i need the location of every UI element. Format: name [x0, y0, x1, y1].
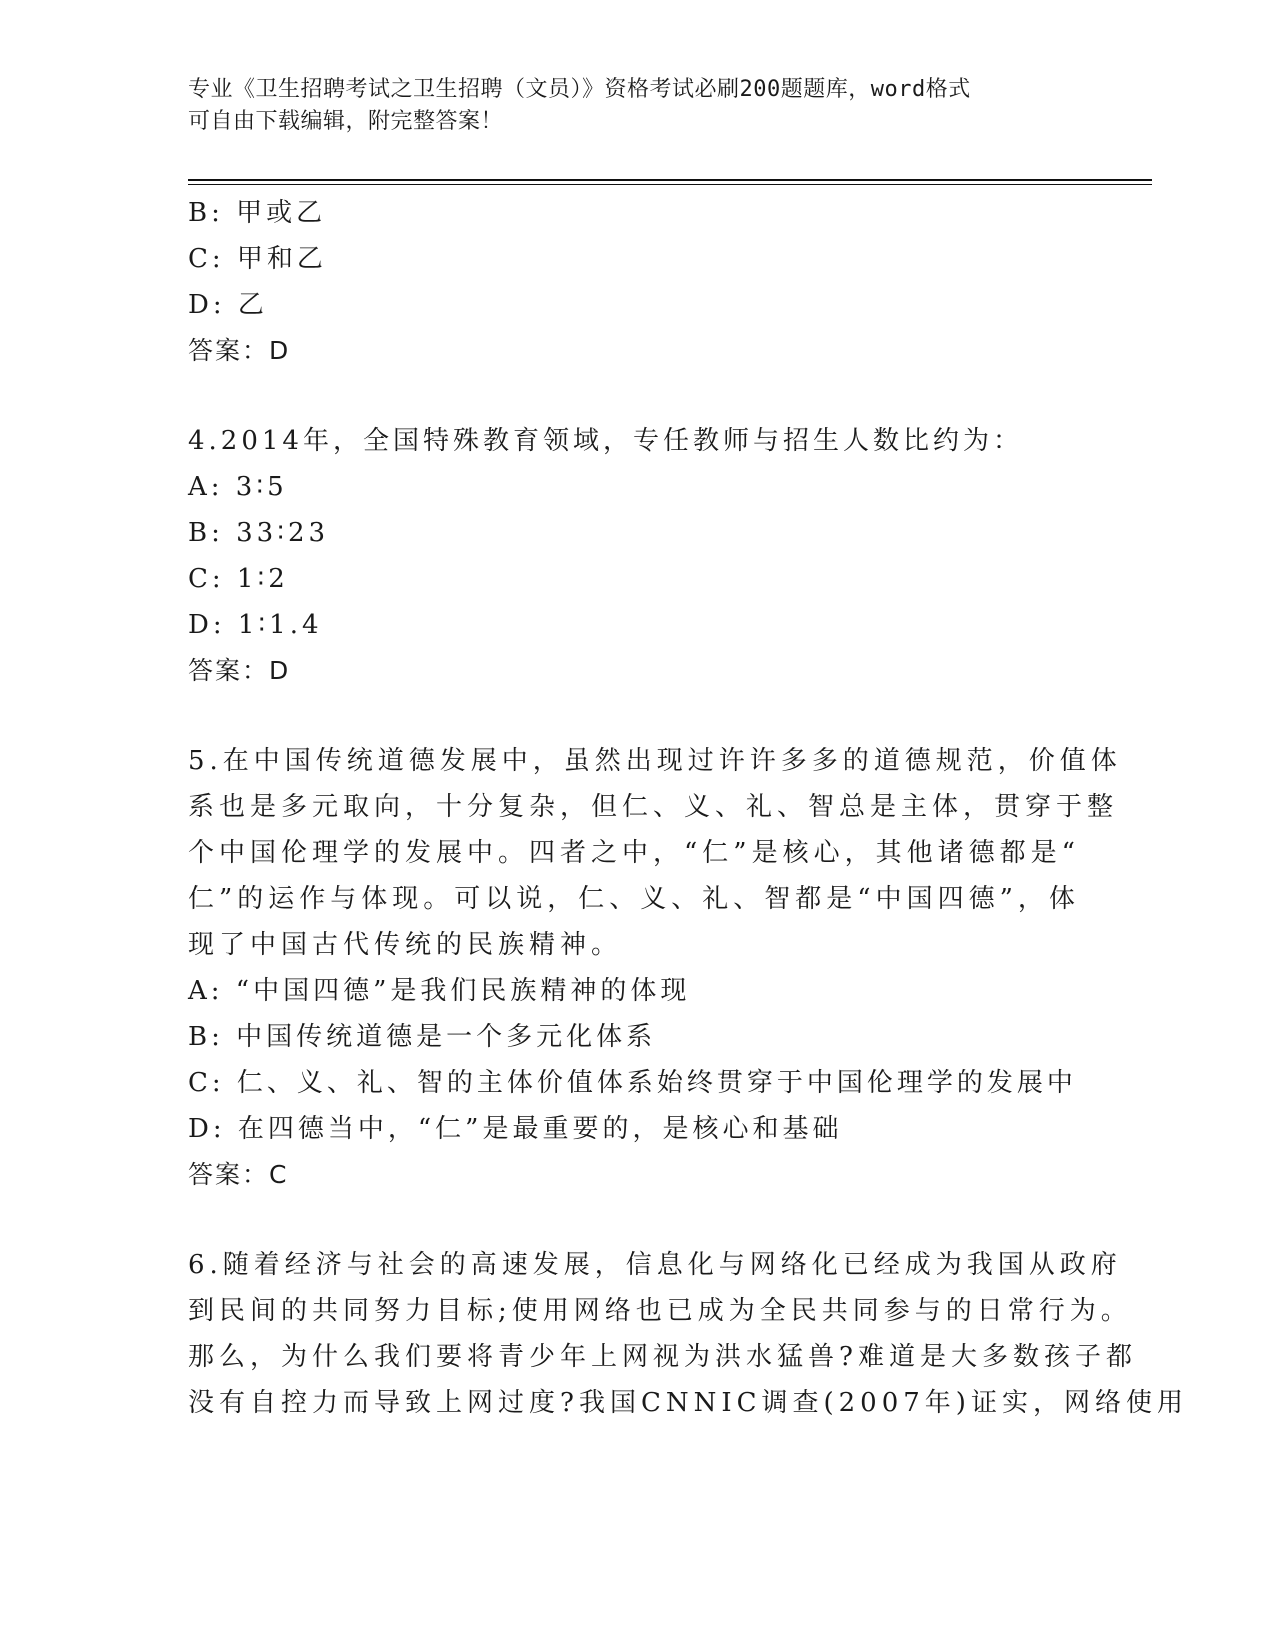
question-text-line: 个中国伦理学的发展中。四者之中，“仁”是核心，其他诸德都是“ [188, 838, 1080, 868]
question-text-line: 仁”的运作与体现。可以说，仁、义、礼、智都是“中国四德”，体 [188, 884, 1080, 914]
header-rule-thick [188, 179, 1152, 181]
option-c: C: 甲和乙 [188, 244, 327, 274]
question-5 [188, 738, 1122, 1198]
question-text-line: 5.在中国传统道德发展中，虽然出现过许许多多的道德规范，价值体 [188, 746, 1122, 776]
page-header [188, 74, 1088, 138]
question-text-line: 现了中国古代传统的民族精神。 [188, 930, 623, 960]
question-3-continued [188, 190, 1088, 374]
option-b: B: 33∶23 [188, 518, 330, 548]
option-c: C: 仁、义、礼、智的主体价值体系始终贯穿于中国伦理学的发展中 [188, 1068, 1077, 1098]
question-text-line: 到民间的共同努力目标;使用网络也已成为全民共同参与的日常行为。 [188, 1296, 1132, 1326]
answer: 答案：D [188, 336, 291, 365]
question-text-line: 6.随着经济与社会的高速发展，信息化与网络化已经成为我国从政府 [188, 1250, 1122, 1280]
option-a: A: 3∶5 [188, 472, 288, 502]
header-line-2: 可自由下载编辑，附完整答案！ [188, 109, 504, 134]
question-4 [188, 418, 1088, 694]
question-text: 4.2014年，全国特殊教育领域，专任教师与招生人数比约为： [188, 426, 1023, 456]
question-6 [188, 1242, 1188, 1426]
document-body [188, 190, 1188, 1426]
answer: 答案：D [188, 656, 291, 685]
question-text-line: 系也是多元取向，十分复杂，但仁、义、礼、智总是主体，贯穿于整 [188, 792, 1119, 822]
option-c: C: 1∶2 [188, 564, 289, 594]
question-text-line: 没有自控力而导致上网过度?我国CNNIC调查(2007年)证实，网络使用 [188, 1388, 1188, 1418]
answer: 答案：C [188, 1160, 289, 1189]
header-line-1: 专业《卫生招聘考试之卫生招聘（文员）》资格考试必刷200题题库，word格式 [188, 77, 971, 102]
question-text-line: 那么，为什么我们要将青少年上网视为洪水猛兽?难道是大多数孩子都 [188, 1342, 1137, 1372]
option-d: D: 1∶1.4 [188, 610, 323, 640]
option-b: B: 中国传统道德是一个多元化体系 [188, 1022, 657, 1052]
option-a: A: “中国四德”是我们民族精神的体现 [188, 976, 691, 1006]
option-b: B: 甲或乙 [188, 198, 327, 228]
option-d: D: 在四德当中，“仁”是最重要的，是核心和基础 [188, 1114, 843, 1144]
option-d: D: 乙 [188, 290, 268, 320]
header-rule-thin [188, 184, 1152, 185]
